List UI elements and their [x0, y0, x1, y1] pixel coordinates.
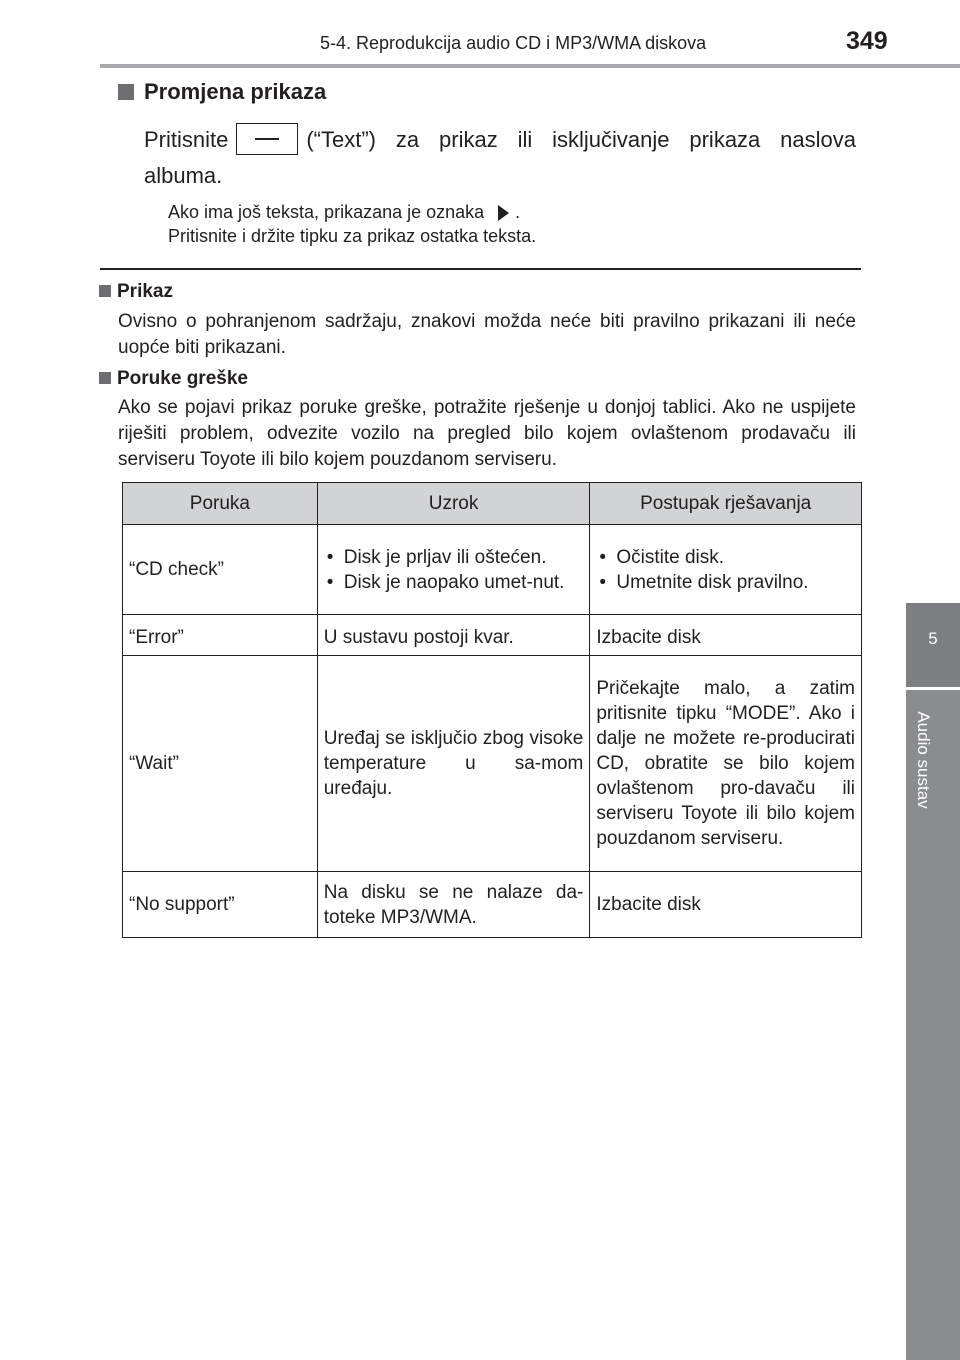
- errors-paragraph: Ako se pojavi prikaz poruke greške, potražite rješenje u donjoj tablici. Ako ne uspijete riješiti problem, odvezite vozilo na pregled bilo kojem ovlaštenom prodavaču ili serviseru Toyote ili bilo kojem pouzdanom serviseru.: [118, 397, 856, 470]
- error-message-table: [122, 482, 862, 938]
- subsection-square-icon: [99, 285, 111, 297]
- section-divider: [100, 268, 861, 270]
- subsection-heading-prikaz: Prikaz: [117, 281, 173, 302]
- cell-action: Pričekajte malo, a zatim pritisnite tipku “MODE”. Ako i dalje ne možete re-producirati CD, obratite se bilo kojem ovlaštenom pro-davaču ili serviseru Toyote ili bilo kojem pouzdanom serviseru.: [590, 656, 862, 872]
- table-row: [123, 872, 862, 938]
- display-note: [168, 200, 858, 248]
- action-list: [596, 545, 855, 595]
- instruction-text-after-key: (“Text”) za prikaz ili isključivanje prikaza naslova albuma.: [144, 127, 856, 188]
- cell-cause: U sustavu postoji kvar.: [317, 615, 590, 656]
- cell-message: “Wait”: [123, 656, 318, 872]
- column-header-message: Poruka: [123, 483, 318, 525]
- note-line-1-text: Ako ima još teksta, prikazana je oznaka: [168, 202, 485, 222]
- instruction-text-before-key: Pritisnite: [144, 127, 229, 152]
- cell-cause: [317, 525, 590, 615]
- table-row: [123, 525, 862, 615]
- section-square-icon: [118, 84, 134, 100]
- list-item: • Umetnite disk pravilno.: [596, 570, 855, 595]
- section-heading-display: Promjena prikaza: [144, 79, 327, 104]
- cell-message: “CD check”: [123, 525, 318, 615]
- cause-list: [324, 545, 584, 595]
- page-number: 349: [846, 27, 888, 55]
- text-key-icon: [236, 123, 298, 155]
- subsection-heading-errors: Poruke greške: [117, 368, 248, 389]
- subsection-square-icon: [99, 372, 111, 384]
- cell-action: Izbacite disk: [590, 615, 862, 656]
- column-header-action: Postupak rješavanja: [590, 483, 862, 525]
- note-line-2: Pritisnite i držite tipku za prikaz ostatka teksta.: [168, 226, 537, 246]
- table-row: [123, 656, 862, 872]
- cell-action: [590, 525, 862, 615]
- list-item: • Disk je prljav ili oštećen.: [324, 545, 584, 570]
- table-row: [123, 615, 862, 656]
- header-rule: [100, 64, 960, 68]
- cell-action: Izbacite disk: [590, 872, 862, 938]
- cell-cause: Na disku se ne nalaze da-toteke MP3/WMA.: [317, 872, 590, 938]
- display-instruction: [144, 122, 856, 194]
- chapter-number: 5: [928, 629, 938, 648]
- prikaz-paragraph: Ovisno o pohranjenom sadržaju, znakovi možda neće biti pravilno prikazani ili neće uopće biti prikazani.: [118, 311, 856, 358]
- more-text-arrow-icon: [498, 205, 509, 221]
- chapter-tab: [906, 603, 960, 687]
- cell-cause: Uređaj se isključio zbog visoke temperature u sa-mom uređaju.: [317, 656, 590, 872]
- cell-message: “No support”: [123, 872, 318, 938]
- running-header-title: 5-4. Reprodukcija audio CD i MP3/WMA diskova: [320, 33, 707, 53]
- chapter-label: Audio sustav: [914, 711, 933, 809]
- list-item: • Disk je naopako umet-nut.: [324, 570, 584, 595]
- list-item: • Očistite disk.: [596, 545, 855, 570]
- note-line-1: [168, 200, 858, 224]
- note-line-1-end: .: [515, 202, 521, 222]
- cell-message: “Error”: [123, 615, 318, 656]
- table-header-row: [123, 483, 862, 525]
- column-header-cause: Uzrok: [317, 483, 590, 525]
